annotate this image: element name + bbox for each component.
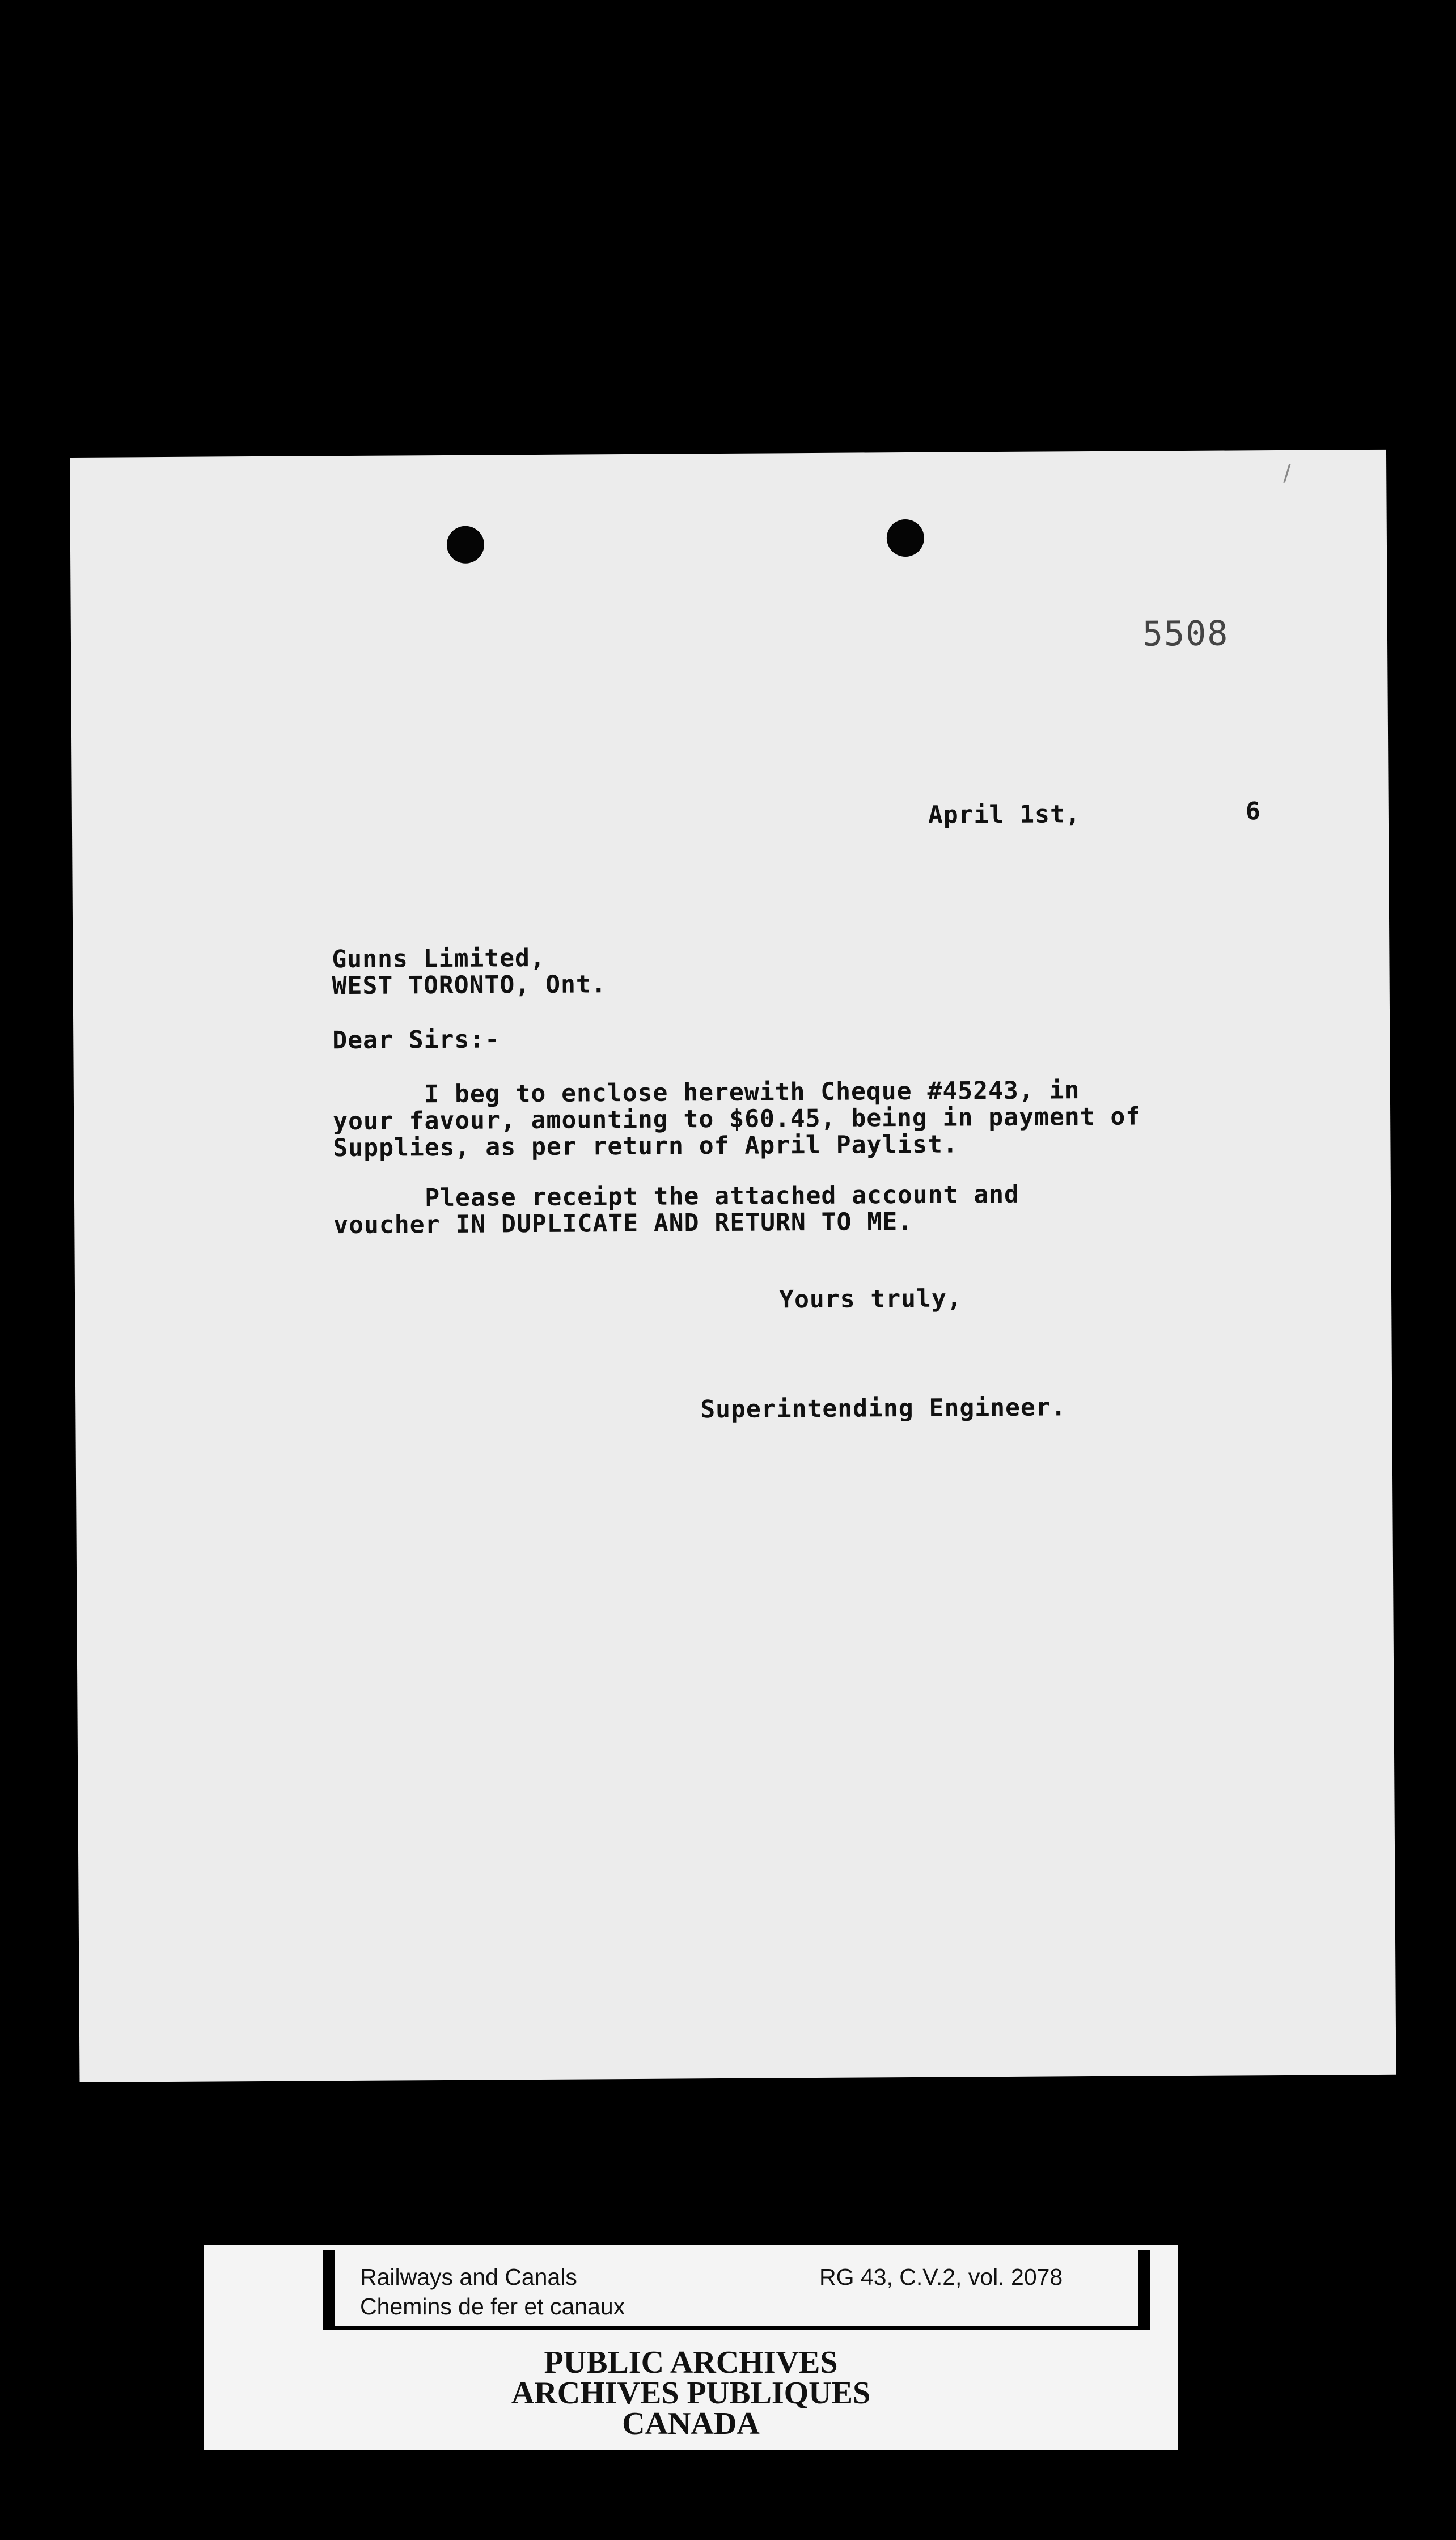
department-english: Railways and Canals <box>360 2264 577 2290</box>
salutation: Dear Sirs:- <box>332 1025 501 1055</box>
punch-hole-right <box>887 519 924 557</box>
letter-date-suffix: 6 <box>1245 797 1261 826</box>
closing: Yours truly, <box>778 1284 962 1314</box>
body-paragraph-1-line-2: your favour, amounting to $60.45, being in payment of <box>333 1102 1141 1136</box>
recipient-name: Gunns Limited, <box>332 943 545 974</box>
record-group-reference: RG 43, C.V.2, vol. 2078 <box>819 2264 1063 2290</box>
archives-english: PUBLIC ARCHIVES <box>544 2345 838 2380</box>
body-paragraph-2-line-2: voucher IN DUPLICATE AND RETURN TO ME. <box>333 1207 913 1240</box>
body-paragraph-1-line-3: Supplies, as per return of April Paylist. <box>333 1130 959 1163</box>
archive-reference-box <box>323 2250 1150 2330</box>
archives-french: ARCHIVES PUBLIQUES <box>511 2376 871 2411</box>
archive-label-card <box>204 2245 1178 2450</box>
signature-title: Superintending Engineer. <box>700 1393 1066 1424</box>
recipient-address: WEST TORONTO, Ont. <box>332 970 607 1001</box>
archive-page-number: 5508 <box>1142 613 1229 654</box>
department-french: Chemins de fer et canaux <box>360 2293 625 2319</box>
body-paragraph-2-line-1: Please receipt the attached account and <box>333 1180 1020 1213</box>
punch-hole-left <box>447 526 484 564</box>
letter-date: April 1st, <box>928 800 1081 829</box>
archives-country: CANADA <box>622 2406 760 2441</box>
letter-page <box>70 450 1396 2082</box>
body-paragraph-1-line-1: I beg to enclose herewith Cheque #45243, in <box>332 1076 1080 1110</box>
corner-mark: / <box>1283 460 1291 486</box>
